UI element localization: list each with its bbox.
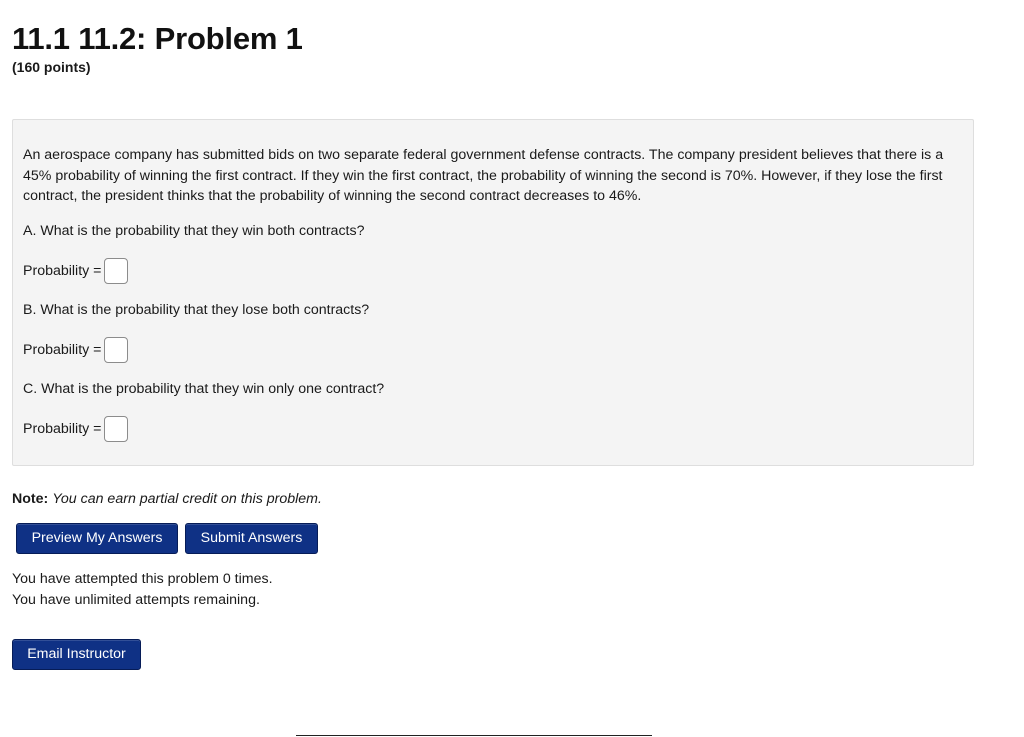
problem-points: (160 points) xyxy=(12,59,91,75)
email-instructor-button[interactable]: Email Instructor xyxy=(12,639,141,670)
preview-answers-button[interactable]: Preview My Answers xyxy=(16,523,178,554)
attempts-info xyxy=(12,569,273,611)
answer-label-a: Probability = xyxy=(23,263,102,279)
answer-label-b: Probability = xyxy=(23,342,102,358)
answer-row-b xyxy=(23,336,128,364)
note-text: You can earn partial credit on this problem. xyxy=(52,491,322,507)
attempts-remaining: You have unlimited attempts remaining. xyxy=(12,592,260,608)
answer-input-a[interactable] xyxy=(104,258,128,284)
attempts-count: You have attempted this problem 0 times. xyxy=(12,571,273,587)
footer-divider xyxy=(296,735,652,736)
answer-input-c[interactable] xyxy=(104,416,128,442)
page-title: 11.1 11.2: Problem 1 xyxy=(12,21,303,56)
problem-statement: An aerospace company has submitted bids on two separate federal government defense contracts. The company president believes that there is a 45% probability of winning the first contract. If they win the first contract, the probability of winning the second is 70%. However, if they lose the first contract, the president thinks that the probability of winning the second contract decreases to 46%. xyxy=(23,147,944,204)
question-a: A. What is the probability that they win both contracts? xyxy=(23,223,365,239)
question-b: B. What is the probability that they lose both contracts? xyxy=(23,302,370,318)
submit-answers-button[interactable]: Submit Answers xyxy=(185,523,318,554)
problem-box xyxy=(12,119,974,466)
partial-credit-note xyxy=(12,489,322,509)
answer-row-a xyxy=(23,257,128,285)
answer-row-c xyxy=(23,415,128,443)
question-c: C. What is the probability that they win only one contract? xyxy=(23,381,385,397)
answer-input-b[interactable] xyxy=(104,337,128,363)
note-label: Note: xyxy=(12,491,49,507)
answer-label-c: Probability = xyxy=(23,421,102,437)
